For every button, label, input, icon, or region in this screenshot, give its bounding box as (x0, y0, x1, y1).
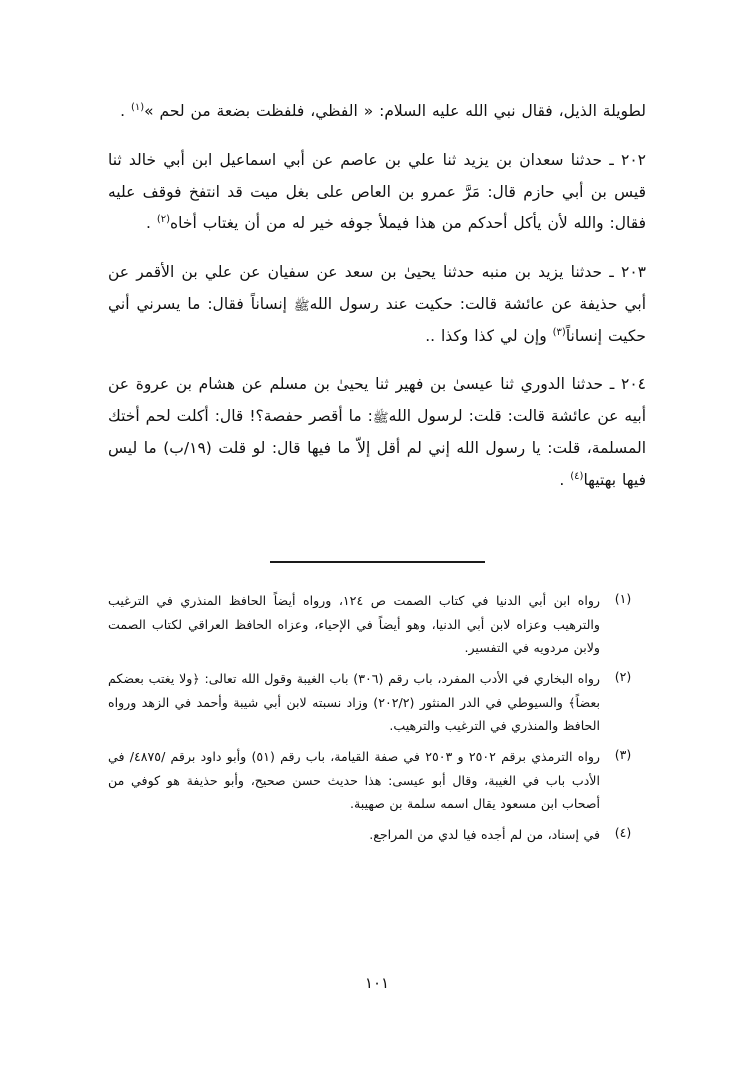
footnote-number: (١) (614, 591, 632, 607)
salawat-seal-icon: ﷺ (372, 411, 389, 427)
paragraph-text-after-seal: : ما أقصر حفصة؟! قال: أكلت لحم أختك المسلمة، قلت: يا رسول الله إني لم أقل إلاّ ما فيها قال: لو قلت (١٩/ب) ما ليس فيها بهتيها (108, 407, 647, 489)
paragraph-text-after-seal: إنساناً فقال: ما يسرني أني حكيت إنساناً (108, 294, 646, 345)
page-number: ١٠١ (364, 974, 390, 992)
footnote-text: رواه الترمذي برقم ٢٥٠٢ و ٢٥٠٣ في صفة القيامة، باب رقم (٥١) وأبو داود برقم /٤٨٧٥/ في الأدب باب في الغيبة، وقال أبو عيسى: هذا حديث حسن صحيح، وأبو حذيفة هو كوفي من أصحاب ابن مسعود يقال اسمه سلمة بن صهيبة. (108, 749, 600, 811)
footnote-number: (٤) (614, 825, 632, 841)
paragraph-continued (108, 96, 646, 128)
paragraph-tail: . (145, 214, 157, 233)
salawat-seal-icon: ﷺ (293, 298, 310, 314)
horizontal-rule (270, 561, 485, 563)
footnote-number: (٣) (614, 747, 632, 763)
footnote-text: في إسناد، من لم أجده فيا لدي من المراجع. (369, 827, 600, 843)
paragraph-tail: . (559, 470, 571, 489)
paragraph-text-before-seal: ٢٠٤ ـ حدثنا الدوري ثنا عيسىٰ بن فهير ثنا يحيىٰ بن مسلم عن هشام بن عروة عن أبيه عن عائشة قالت: قلت: لرسول الله (108, 375, 647, 426)
paragraph-text: ٢٠٢ ـ حدثنا سعدان بن يزيد ثنا علي بن عاصم عن أبي اسماعيل ابن أبي خالد ثنا قيس بن أبي حازم قال: مَرَّ عمرو بن العاص على بغل ميت قد انتفخ فوقف عليه فقال: والله لأن يأكل أحدكم من هذا فيملأ جوفه خير له من أن يغتاب أخاه (108, 150, 646, 233)
footnote-item (108, 823, 646, 846)
footnote-text: رواه ابن أبي الدنيا في كتاب الصمت ص ١٢٤، ورواه أيضاً الحافظ المنذري في الترغيب والترهيب وعزاه لابن أبي الدنيا، وهو أيضاً في الإحياء، وعزاه الحافظ العراقي لكتاب الصمت ولابن مردويه في التفسير. (108, 593, 600, 656)
paragraph-tail: . (120, 102, 131, 120)
footnote-item (108, 667, 646, 737)
footnote-text: رواه البخاري في الأدب المفرد، باب رقم (٣٠٦) باب الغيبة وقول الله تعالى: ﴿ولا يغتب بعضكم بعضاً﴾ والسيوطي في الدر المنثور (٢٠٢/٢) وزاد نسبته لابن أبي شيبة وأحمد في الزهد ورواه الحافظ والمنذري في الترغيب والترهيب. (108, 671, 600, 733)
footnote-number: (٢) (614, 669, 632, 685)
footnote-ref: (٢) (156, 214, 171, 226)
footnote-ref: (٣) (552, 326, 566, 338)
paragraph-202 (108, 145, 646, 240)
paragraph-204 (108, 369, 646, 496)
paragraph-text-before-seal: ٢٠٣ ـ حدثنا يزيد بن منبه حدثنا يحيىٰ بن سعد عن سفيان عن علي بن الأقمر عن أبي حذيفة عن عائشة قالت: حكيت عند رسول الله (108, 263, 647, 313)
footnote-ref: (١) (130, 101, 145, 113)
footnote-item (108, 589, 646, 659)
footnotes-section (108, 589, 646, 854)
paragraph-tail: وإن لي كذا وكذا .. (425, 326, 553, 345)
paragraph-text: لطويلة الذيل، فقال نبي الله عليه السلام: « الفظي، فلفظت بضعة من لحم » (144, 102, 646, 120)
footnote-item (108, 745, 646, 815)
main-text-body (108, 96, 646, 513)
footnote-separator (108, 561, 646, 563)
footnote-ref: (٤) (570, 470, 584, 482)
paragraph-203 (108, 257, 646, 352)
